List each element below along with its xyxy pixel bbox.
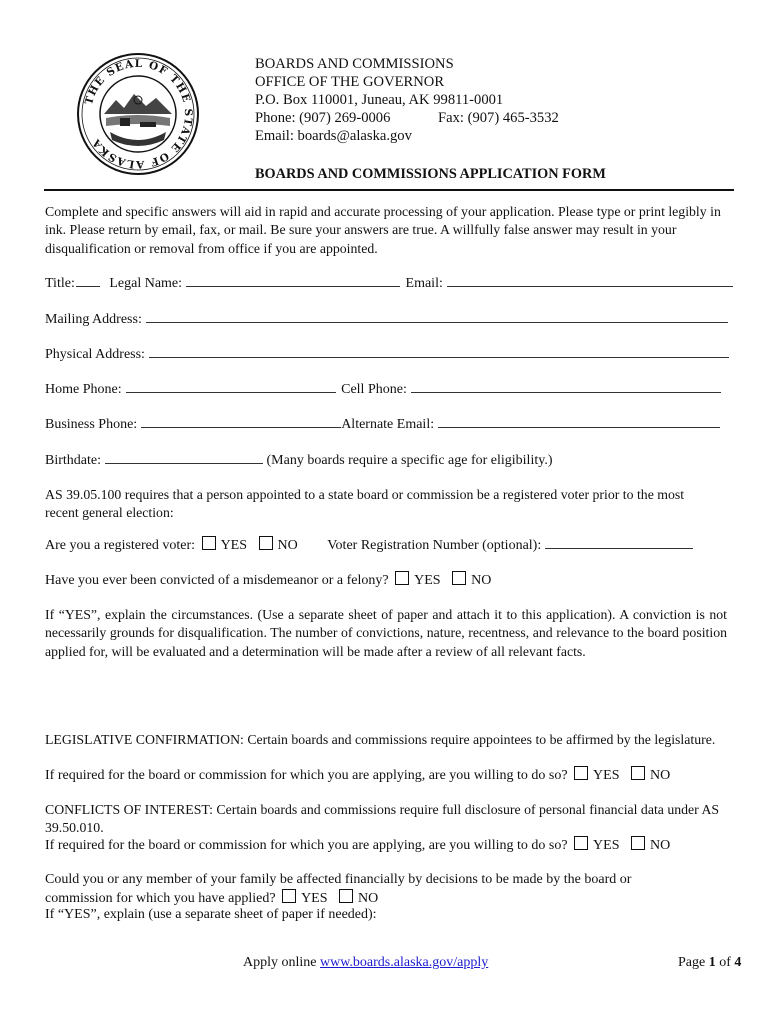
office-address: P.O. Box 110001, Juneau, AK 99811-0001 [255,92,504,108]
page-total: 4 [734,955,742,970]
page-of: of [719,955,731,970]
physical-address-field[interactable] [149,345,729,358]
family-no-label: NO [358,891,379,906]
family-question-line1: Could you or any member of your family be affected financially by decisions to be made by the board or [45,872,632,887]
family-row [45,889,378,907]
business-phone-field[interactable] [141,415,341,428]
birthdate-label: Birthdate: [45,453,101,468]
conflicts-no-checkbox[interactable] [631,836,645,850]
conflicts-yes-checkbox[interactable] [574,836,588,850]
cell-phone-field[interactable] [411,380,721,393]
conviction-yes-label: YES [414,573,441,588]
page-number [678,955,741,971]
legislative-yes-label: YES [593,768,620,783]
header-divider [44,189,734,191]
phone-row [45,380,721,398]
voter-yes-checkbox[interactable] [202,536,216,550]
family-no-checkbox[interactable] [339,889,353,903]
conviction-row [45,571,491,589]
conviction-yes-checkbox[interactable] [395,571,409,585]
voter-question: Are you a registered voter: [45,538,196,553]
birthdate-row [45,451,552,469]
conviction-no-checkbox[interactable] [452,571,466,585]
family-yes-checkbox[interactable] [282,889,296,903]
legislative-question: If required for the board or commission for which you are applying, are you willing to do so? [45,768,568,783]
conviction-question: Have you ever been convicted of a misdemeanor or a felony? [45,573,389,588]
office-line-1: BOARDS AND COMMISSIONS [255,56,454,72]
voter-statute: AS 39.05.100 requires that a person appointed to a state board or commission be a registered voter prior to the most recent general election: [45,487,685,521]
voter-registration-label: Voter Registration Number (optional): [327,538,542,553]
apply-online-link[interactable]: www.boards.alaska.gov/apply [320,955,489,970]
mailing-address-label: Mailing Address: [45,312,142,327]
conflicts-of-interest-text: CONFLICTS OF INTEREST: Certain boards and commissions require full disclosure of personal financial data under AS 39.50.010. [45,802,720,836]
mailing-row [45,310,728,328]
legislative-confirmation-text: LEGISLATIVE CONFIRMATION: Certain boards and commissions require appointees to be affirmed by the legislature. [45,732,716,747]
office-phone: Phone: (907) 269-0006 [255,110,391,126]
office-email: Email: boards@alaska.gov [255,128,412,144]
voter-yes-label: YES [220,538,248,553]
home-phone-label: Home Phone: [45,382,122,397]
intro-paragraph: Complete and specific answers will aid in rapid and accurate processing of your application. Please type or print legibly in ink. Please return by email, fax, or mail. Be sure your answers are true. A willfully false answer may result in your disqualification or removal from office if you are appointed. [45,204,721,256]
office-line-2: OFFICE OF THE GOVERNOR [255,74,445,90]
legislative-no-checkbox[interactable] [631,766,645,780]
page-current: 1 [708,955,716,970]
voter-no-label: NO [277,538,298,553]
legal-name-field[interactable] [186,274,400,287]
mailing-address-field[interactable] [146,310,728,323]
conflicts-row [45,836,670,854]
conflicts-yes-label: YES [593,838,620,853]
voter-no-checkbox[interactable] [259,536,273,550]
alternate-email-field[interactable] [438,415,720,428]
alternate-email-label: Alternate Email: [341,417,435,432]
legislative-row [45,766,670,784]
conviction-explanation: If “YES”, explain the circumstances. (Use a separate sheet of paper and attach it to this application). A conviction is not necessarily grounds for disqualification. The number of convictions, nature, recentness, and relevance to the board position applied for, will be evaluated and a determination will be made after a review of all relevant facts. [45,607,727,659]
apply-online-text: Apply online [243,955,317,970]
physical-address-label: Physical Address: [45,347,145,362]
page-word: Page [678,955,706,970]
business-row [45,415,720,433]
home-phone-field[interactable] [126,380,336,393]
family-question-line2: commission for which you have applied? [45,891,276,906]
birthdate-field[interactable] [105,451,263,464]
conflicts-question: If required for the board or commission for which you are applying, are you willing to do so? [45,838,568,853]
state-seal-logo [76,52,200,176]
birthdate-note: (Many boards require a specific age for eligibility.) [266,453,553,468]
apply-online-line [243,955,488,971]
svg-text:THE SEAL OF THE STATE OF ALASK: THE SEAL OF THE STATE OF ALASKA [82,57,195,171]
physical-row [45,345,729,363]
conflicts-no-label: NO [650,838,671,853]
email-label: Email: [405,276,443,291]
conviction-no-label: NO [471,573,492,588]
business-phone-label: Business Phone: [45,417,138,432]
legislative-yes-checkbox[interactable] [574,766,588,780]
title-label: Title: [45,276,75,291]
title-row [45,274,733,292]
family-yes-label: YES [301,891,328,906]
voter-row [45,536,693,554]
cell-phone-label: Cell Phone: [341,382,407,397]
voter-registration-field[interactable] [545,536,693,549]
title-field[interactable] [76,274,100,287]
legislative-no-label: NO [650,768,671,783]
family-explain: If “YES”, explain (use a separate sheet of paper if needed): [45,907,377,922]
email-field[interactable] [447,274,733,287]
office-fax: Fax: (907) 465-3532 [438,110,559,126]
form-title: BOARDS AND COMMISSIONS APPLICATION FORM [255,166,606,182]
legal-name-label: Legal Name: [109,276,183,291]
